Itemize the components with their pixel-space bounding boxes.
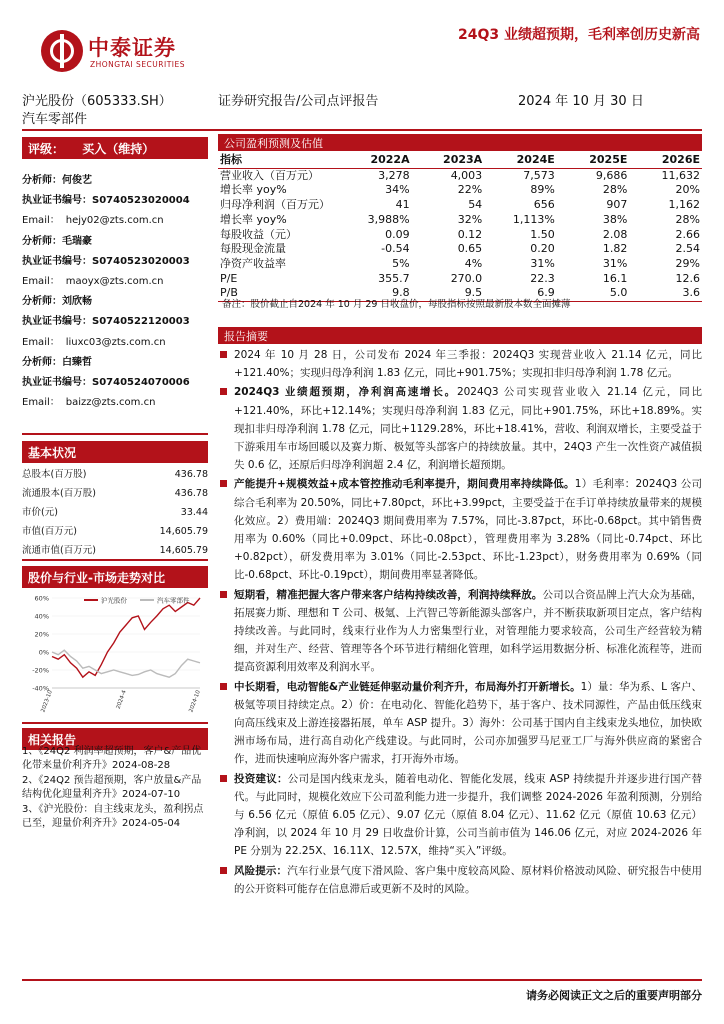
- forecast-row: [218, 242, 702, 257]
- divider: [22, 433, 208, 435]
- forecast-column-header: 指标: [218, 153, 339, 168]
- email-label: Email：: [22, 397, 60, 409]
- analyst-email-row: [22, 211, 208, 231]
- logo-en-text: ZHONGTAI SECURITIES: [90, 60, 186, 69]
- related-reports-list: [22, 745, 208, 832]
- forecast-cell: 29%: [675, 256, 700, 270]
- chart-y-tick: 20%: [34, 630, 49, 639]
- analyst-name-row: [22, 171, 208, 191]
- forecast-row: [218, 272, 702, 287]
- summary-item-text: 公司是国内线束龙头，随着电动化、智能化发展，线束 ASP 持续提升并逐步进行国产替代。与此同时，规模化效应下公司盈利能力进一步提升，我们调整 2024-2026 年盈利预测，分别给与 6.56 亿元（原值 6.05 亿元）、9.07 亿元（原值 8.04 亿元）、11.62 亿元（原值 10.63 亿元）净利润，以 2024 年 10 月 29 日收盘价计算，公司当前市值为 146.06 亿元，对应 2024-2026 年 PE 分别为 22.25X、16.11X、12.57X，维持“买入”评级。: [234, 772, 703, 858]
- forecast-row: [218, 168, 702, 183]
- basic-info-title: 基本状况: [22, 441, 208, 463]
- forecast-cell: -0.54: [381, 242, 410, 256]
- company-logo-icon: [41, 30, 83, 72]
- forecast-cell: 5%: [392, 256, 410, 270]
- summary-item-heading: 中长期看，电动智能&产业链延伸驱动量价利齐升，布局海外打开新增长。: [234, 680, 581, 693]
- summary-item-text: 1）量：华为系、L 客户、极氪等项目持续定点。2）价：在电动化、智能化趋势下，基于客户、技术同源性，产品由低压线束向高压线束及上游连接器拓展，单车 ASP 提升。3）海外：公司基于国内自主线束龙头地位，加快欧洲市场布局，进行高自动化产线建设。与此同时，公司亦加强罗马尼亚工厂与海外供应商的紧密合作，进而快速响应海外客户需求，打开海外市场。: [234, 680, 703, 766]
- rating-value: 买入（维持）: [82, 142, 155, 156]
- basic-info-value: 33.44: [180, 507, 208, 518]
- forecast-cell: 31%: [602, 256, 628, 270]
- forecast-header-row: [218, 153, 702, 168]
- email-label: Email：: [22, 215, 60, 227]
- chart-x-tick: 2024-4: [115, 689, 128, 710]
- analyst-name: 白臻哲: [62, 356, 92, 368]
- forecast-column-header: 2025E: [557, 153, 630, 168]
- forecast-cell: 11,632: [661, 168, 700, 182]
- summary-body: [218, 346, 702, 899]
- cert-number: S0740524070006: [92, 377, 190, 389]
- analyst-name-row: [22, 232, 208, 252]
- forecast-column-header: 2026E: [629, 153, 702, 168]
- basic-info-label: 市价(元): [22, 507, 58, 518]
- report-type: 证券研究报告/公司点评报告: [218, 94, 379, 109]
- chart-y-tick: 40%: [34, 612, 49, 621]
- forecast-cell: 20%: [675, 183, 700, 197]
- forecast-row-label: 每股现金流量: [220, 242, 286, 256]
- cert-label: 执业证书编号：: [22, 316, 92, 328]
- forecast-cell: 6.9: [484, 286, 557, 301]
- basic-info-row: [22, 465, 208, 484]
- forecast-cell: 4%: [464, 256, 483, 270]
- header-divider: [22, 129, 702, 131]
- summary-item: [218, 346, 702, 382]
- cert-number: S0740523020004: [92, 195, 190, 207]
- divider: [22, 722, 208, 724]
- forecast-row: [218, 213, 702, 228]
- forecast-cell: 907: [606, 198, 628, 212]
- chart-y-tick: 0%: [38, 648, 49, 657]
- analyst-cert-row: [22, 312, 208, 332]
- summary-item: [218, 862, 702, 898]
- forecast-cell: 3,278: [378, 168, 410, 182]
- forecast-row-label: 归母净利润（百万元）: [220, 198, 330, 212]
- basic-info-value: 436.78: [174, 488, 208, 499]
- analyst-cert-row: [22, 252, 208, 272]
- forecast-column-header: 2022A: [339, 153, 412, 168]
- analyst-email-row: [22, 333, 208, 353]
- chart-series-1: [52, 650, 200, 677]
- basic-info-value: 436.78: [174, 469, 208, 480]
- analyst-label: 分析师：: [22, 235, 62, 247]
- rating-bar: [22, 137, 208, 159]
- summary-item: [218, 678, 702, 769]
- forecast-cell: 22.3: [530, 271, 555, 285]
- forecast-cell: 54: [468, 198, 483, 212]
- basic-info-row: [22, 503, 208, 522]
- forecast-table: [218, 153, 702, 302]
- chart-y-tick: 60%: [34, 594, 49, 603]
- summary-item-text: 2024 年 10 月 28 日，公司发布 2024 年三季报：2024Q3 实现营业收入 21.14 亿元，同比+121.40%；实现归母净利润 1.83 亿元，同比+901.75%；实现扣非归母净利润 1.78 亿元。: [234, 349, 702, 380]
- report-title: 24Q3 业绩超预期，毛利率创历史新高: [458, 27, 700, 43]
- forecast-cell: 16.1: [602, 271, 628, 285]
- related-reports-title: 相关报告: [22, 728, 208, 750]
- forecast-cell: 22%: [457, 183, 483, 197]
- forecast-cell: 2.08: [602, 227, 628, 241]
- divider: [22, 559, 208, 561]
- cert-label: 执业证书编号：: [22, 195, 92, 207]
- forecast-cell: 4,003: [450, 168, 483, 182]
- forecast-row-label: P/E: [220, 271, 238, 285]
- report-date: 2024 年 10 月 30 日: [518, 94, 644, 109]
- analyst-name: 刘欣畅: [62, 296, 92, 308]
- forecast-cell: 89%: [530, 183, 555, 197]
- forecast-cell: 28%: [675, 212, 700, 226]
- forecast-cell: 0.65: [457, 242, 483, 256]
- legend-label: 汽车零部件: [157, 596, 190, 605]
- forecast-row-label: 净资产收益率: [220, 256, 286, 270]
- email-link[interactable]: hejy02@zts.com.cn: [65, 215, 164, 227]
- forecast-cell: 41: [395, 198, 410, 212]
- footer-disclaimer: 请务必阅读正文之后的重要声明部分: [526, 989, 702, 1002]
- forecast-row-label: 营业收入（百万元）: [220, 168, 319, 182]
- cert-label: 执业证书编号：: [22, 255, 92, 267]
- forecast-cell: 9.5: [412, 286, 485, 301]
- footer-divider: [22, 979, 702, 981]
- forecast-cell: 0.20: [530, 242, 555, 256]
- legend-label: 沪光股份: [101, 596, 127, 605]
- cert-label: 执业证书编号：: [22, 377, 92, 389]
- summary-item-heading: 2024Q3 业绩超预期，净利润高速增长。: [234, 386, 457, 399]
- email-label: Email：: [22, 336, 60, 348]
- email-link[interactable]: maoyx@zts.com.cn: [65, 276, 164, 288]
- related-report-item[interactable]: 2、《24Q2 预告超预期，客户放量&产品结构优化迎量利齐升》2024-07-10: [22, 775, 202, 800]
- analyst-email-row: [22, 272, 208, 292]
- forecast-row: [218, 183, 702, 198]
- forecast-cell: 2.66: [675, 227, 700, 241]
- forecast-cell: 32%: [457, 212, 483, 226]
- related-report-item[interactable]: 3、《沪光股份：自主线束龙头，盈利拐点已至，迎量价利齐升》2024-05-04: [22, 804, 204, 829]
- analyst-name: 毛瑞豪: [62, 235, 92, 247]
- forecast-title: 公司盈利预测及估值: [218, 134, 702, 151]
- forecast-cell: 270.0: [450, 271, 483, 285]
- summary-item-text: 1）毛利率：2024Q3 公司综合毛利率为 20.50%，同比+7.80pct，环比+3.99pct，主要受益于在手订单持续放量带来的规模化效应。2）费用端：2024Q3 期间费用率为 7.57%，同比-3.87pct，环比-0.68pct。其中销售费用率为 0.60%（同比+0.09pct、环比-0.08pct），管理费用率为 3.28%（同比-0.74pct、环比+0.82pct），研发费用率为 3.01%（同比-2.53pct、环比-1.23pct），财务费用率为 0.69%（同比-0.68pct、环比-0.19pct），期间费用率显著降低。: [234, 478, 702, 582]
- analyst-label: 分析师：: [22, 175, 62, 186]
- forecast-cell: 12.6: [675, 271, 700, 285]
- price-chart: [22, 590, 208, 715]
- forecast-cell: 355.7: [378, 271, 410, 285]
- forecast-column-header: 2024E: [484, 153, 557, 168]
- analyst-cert-row: [22, 373, 208, 393]
- summary-item: [218, 586, 702, 677]
- email-link[interactable]: liuxc03@zts.com.cn: [65, 336, 166, 348]
- chart-series-0: [52, 598, 200, 677]
- basic-info-label: 市值(百万元): [22, 526, 77, 537]
- summary-item-heading: 短期看，精准把握大客户带来客户结构持续改善，利润持续释放。: [234, 588, 543, 601]
- forecast-row-label: 每股收益（元）: [220, 227, 297, 241]
- forecast-row: [218, 198, 702, 213]
- basic-info-label: 总股本(百万股): [22, 469, 87, 480]
- summary-item-heading: 投资建议：: [234, 772, 288, 785]
- rating-label: 评级：: [28, 142, 65, 156]
- forecast-cell: 3.6: [629, 286, 702, 301]
- basic-info-row: [22, 541, 208, 560]
- forecast-cell: 9.8: [339, 286, 412, 301]
- chart-x-tick: 2023-10: [40, 689, 54, 714]
- forecast-cell: 34%: [385, 183, 410, 197]
- basic-info-row: [22, 522, 208, 541]
- basic-info-label: 流通股本(百万股): [22, 488, 96, 499]
- forecast-cell: 0.12: [457, 227, 483, 241]
- forecast-row: [218, 257, 702, 272]
- analyst-label: 分析师：: [22, 356, 62, 368]
- forecast-cell: 1.82: [602, 242, 628, 256]
- summary-item-heading: 产能提升+规模效益+成本管控推动毛利率提升，期间费用率持续降低。: [234, 478, 575, 491]
- analyst-email-row: [22, 393, 208, 413]
- chart-x-tick: 2024-10: [188, 689, 202, 714]
- analyst-name-row: [22, 292, 208, 312]
- industry-name: 汽车零部件: [22, 112, 88, 127]
- analyst-list: [22, 171, 208, 413]
- cert-number: S0740522120003: [92, 316, 190, 328]
- basic-info-table: [22, 465, 208, 560]
- basic-info-value: 14,605.79: [159, 545, 208, 556]
- analyst-cert-row: [22, 191, 208, 211]
- forecast-cell: 7,573: [523, 168, 555, 182]
- summary-item-text: 2024Q3 公司实现营业收入 21.14 亿元，同比+121.40%，环比+12.14%；实现归母净利润 1.83 亿元，同比+901.75%，环比+18.89%。实现扣非归母净利润 1.78 亿元，同比+1129.28%，环比+18.41%，营收、利润双增长，主要受益于下游乘用车市场回暖以及赛力斯、极氪等头部客户的持续放量。其中，24Q3 产生一次性资产减值损失 0.6 亿，还原后归母净利润超 2.4 亿，利润增长超预期。: [234, 386, 702, 472]
- forecast-note: 备注：股价截止自2024 年 10 月 29 日收盘价，每股指标按照最新股本数全面摊薄: [222, 299, 571, 310]
- forecast-cell: 3,988%: [367, 212, 410, 226]
- forecast-cell: 2.54: [675, 242, 700, 256]
- email-link[interactable]: baizz@zts.com.cn: [65, 397, 156, 409]
- analyst-name-row: [22, 353, 208, 373]
- forecast-column-header: 2023A: [412, 153, 485, 168]
- summary-item: [218, 475, 702, 584]
- forecast-row-label: 增长率 yoy%: [220, 183, 287, 197]
- basic-info-row: [22, 484, 208, 503]
- chart-section-title: 股价与行业-市场走势对比: [22, 566, 208, 588]
- chart-y-tick: -40%: [32, 684, 49, 693]
- related-report-item[interactable]: 1、《24Q2 利润率超预期，客户&产品优化带来量价利齐升》2024-08-28: [22, 746, 202, 771]
- forecast-cell: 28%: [602, 183, 628, 197]
- summary-item-text: 公司以合资品牌上汽大众为基础，拓展赛力斯、理想和 T 公司、极氪、上汽智己等新能源头部客户，并不断获取新项目定点，客户结构持续改善。与此同时，线束行业作为人力密集型行业，对管理能力要求较高，公司生产经营较为精细，并对生产、经营、管理等各个环节进行精细化管理，如科学运用数据分析、标准化流程等，进而提高资源利用效率及利润水平。: [234, 588, 702, 674]
- summary-title: 报告摘要: [218, 327, 702, 344]
- forecast-cell: 31%: [530, 256, 555, 270]
- forecast-cell: 9,686: [595, 168, 628, 182]
- analyst-name: 何俊艺: [62, 175, 92, 186]
- forecast-cell: 5.0: [557, 286, 630, 301]
- forecast-cell: 1.50: [530, 227, 555, 241]
- chart-y-tick: -20%: [32, 666, 49, 675]
- forecast-cell: 1,113%: [512, 212, 555, 226]
- logo-text: 中泰证券: [88, 36, 176, 60]
- summary-item: [218, 383, 702, 474]
- stock-name: 沪光股份（605333.SH）: [22, 94, 172, 109]
- cert-number: S0740523020003: [92, 255, 190, 267]
- summary-item: [218, 770, 702, 861]
- forecast-cell: 1,162: [668, 198, 700, 212]
- forecast-row-label: P/B: [218, 286, 339, 301]
- forecast-cell: 0.09: [385, 227, 410, 241]
- summary-item-text: 汽车行业景气度下滑风险、客户集中度较高风险、原材料价格波动风险、研究报告中使用的公开资料可能存在信息滞后或更新不及时的风险。: [234, 864, 703, 895]
- summary-item-heading: 风险提示：: [234, 864, 288, 877]
- email-label: Email：: [22, 276, 60, 288]
- forecast-cell: 38%: [602, 212, 628, 226]
- analyst-label: 分析师：: [22, 296, 62, 308]
- forecast-row: [218, 228, 702, 243]
- forecast-cell: 656: [533, 198, 555, 212]
- basic-info-label: 流通市值(百万元): [22, 545, 96, 556]
- forecast-row-label: 增长率 yoy%: [220, 212, 287, 226]
- basic-info-value: 14,605.79: [159, 526, 208, 537]
